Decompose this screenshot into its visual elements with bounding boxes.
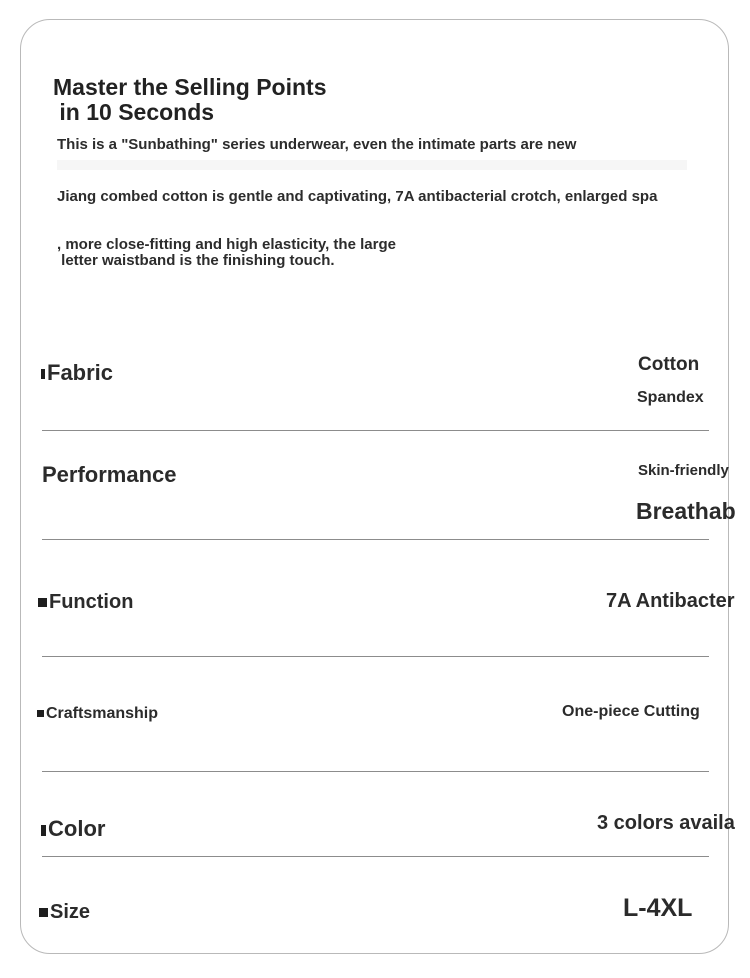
function-value: 7A Antibacter — [606, 590, 735, 612]
divider — [42, 539, 709, 540]
fabric-label: Fabric — [47, 360, 114, 385]
divider — [42, 656, 709, 657]
page-title: Master the Selling Points in 10 Seconds — [53, 74, 327, 125]
color-label: Color — [48, 816, 106, 841]
performance-value-breathable: Breathab — [636, 498, 736, 524]
function-label: Function — [49, 591, 134, 613]
divider — [42, 771, 709, 772]
color-row — [41, 818, 105, 840]
craftsmanship-row — [37, 706, 158, 722]
fabric-value-cotton: Cotton — [638, 354, 700, 375]
craftsmanship-label: Craftsmanship — [46, 705, 159, 722]
size-row — [39, 902, 90, 922]
intro-line-1: This is a "Sunbathing" series underwear, even the intimate parts are new — [57, 136, 577, 153]
bullet-icon — [37, 710, 44, 717]
bullet-icon — [38, 598, 47, 607]
craftsmanship-value: One-piece Cutting — [562, 703, 700, 720]
bullet-icon — [41, 369, 45, 379]
fabric-value-spandex: Spandex — [637, 389, 704, 406]
performance-label: Performance — [42, 462, 177, 487]
intro-line-2: Jiang combed cotton is gentle and captivating, 7A antibacterial crotch, enlarged spa — [57, 188, 658, 205]
size-value: L-4XL — [623, 894, 693, 922]
color-value: 3 colors availa — [597, 812, 735, 834]
performance-value-skin-friendly: Skin-friendly — [638, 462, 729, 479]
fabric-row — [41, 362, 113, 384]
intro-line-3: , more close-fitting and high elasticity, the large letter waistband is the finishing touch. — [57, 236, 396, 269]
divider — [42, 430, 709, 431]
function-row — [38, 592, 133, 612]
faint-text-strip — [57, 160, 687, 170]
divider — [42, 856, 709, 857]
size-label: Size — [50, 901, 91, 923]
bullet-icon — [39, 908, 48, 917]
bullet-icon — [41, 825, 46, 836]
